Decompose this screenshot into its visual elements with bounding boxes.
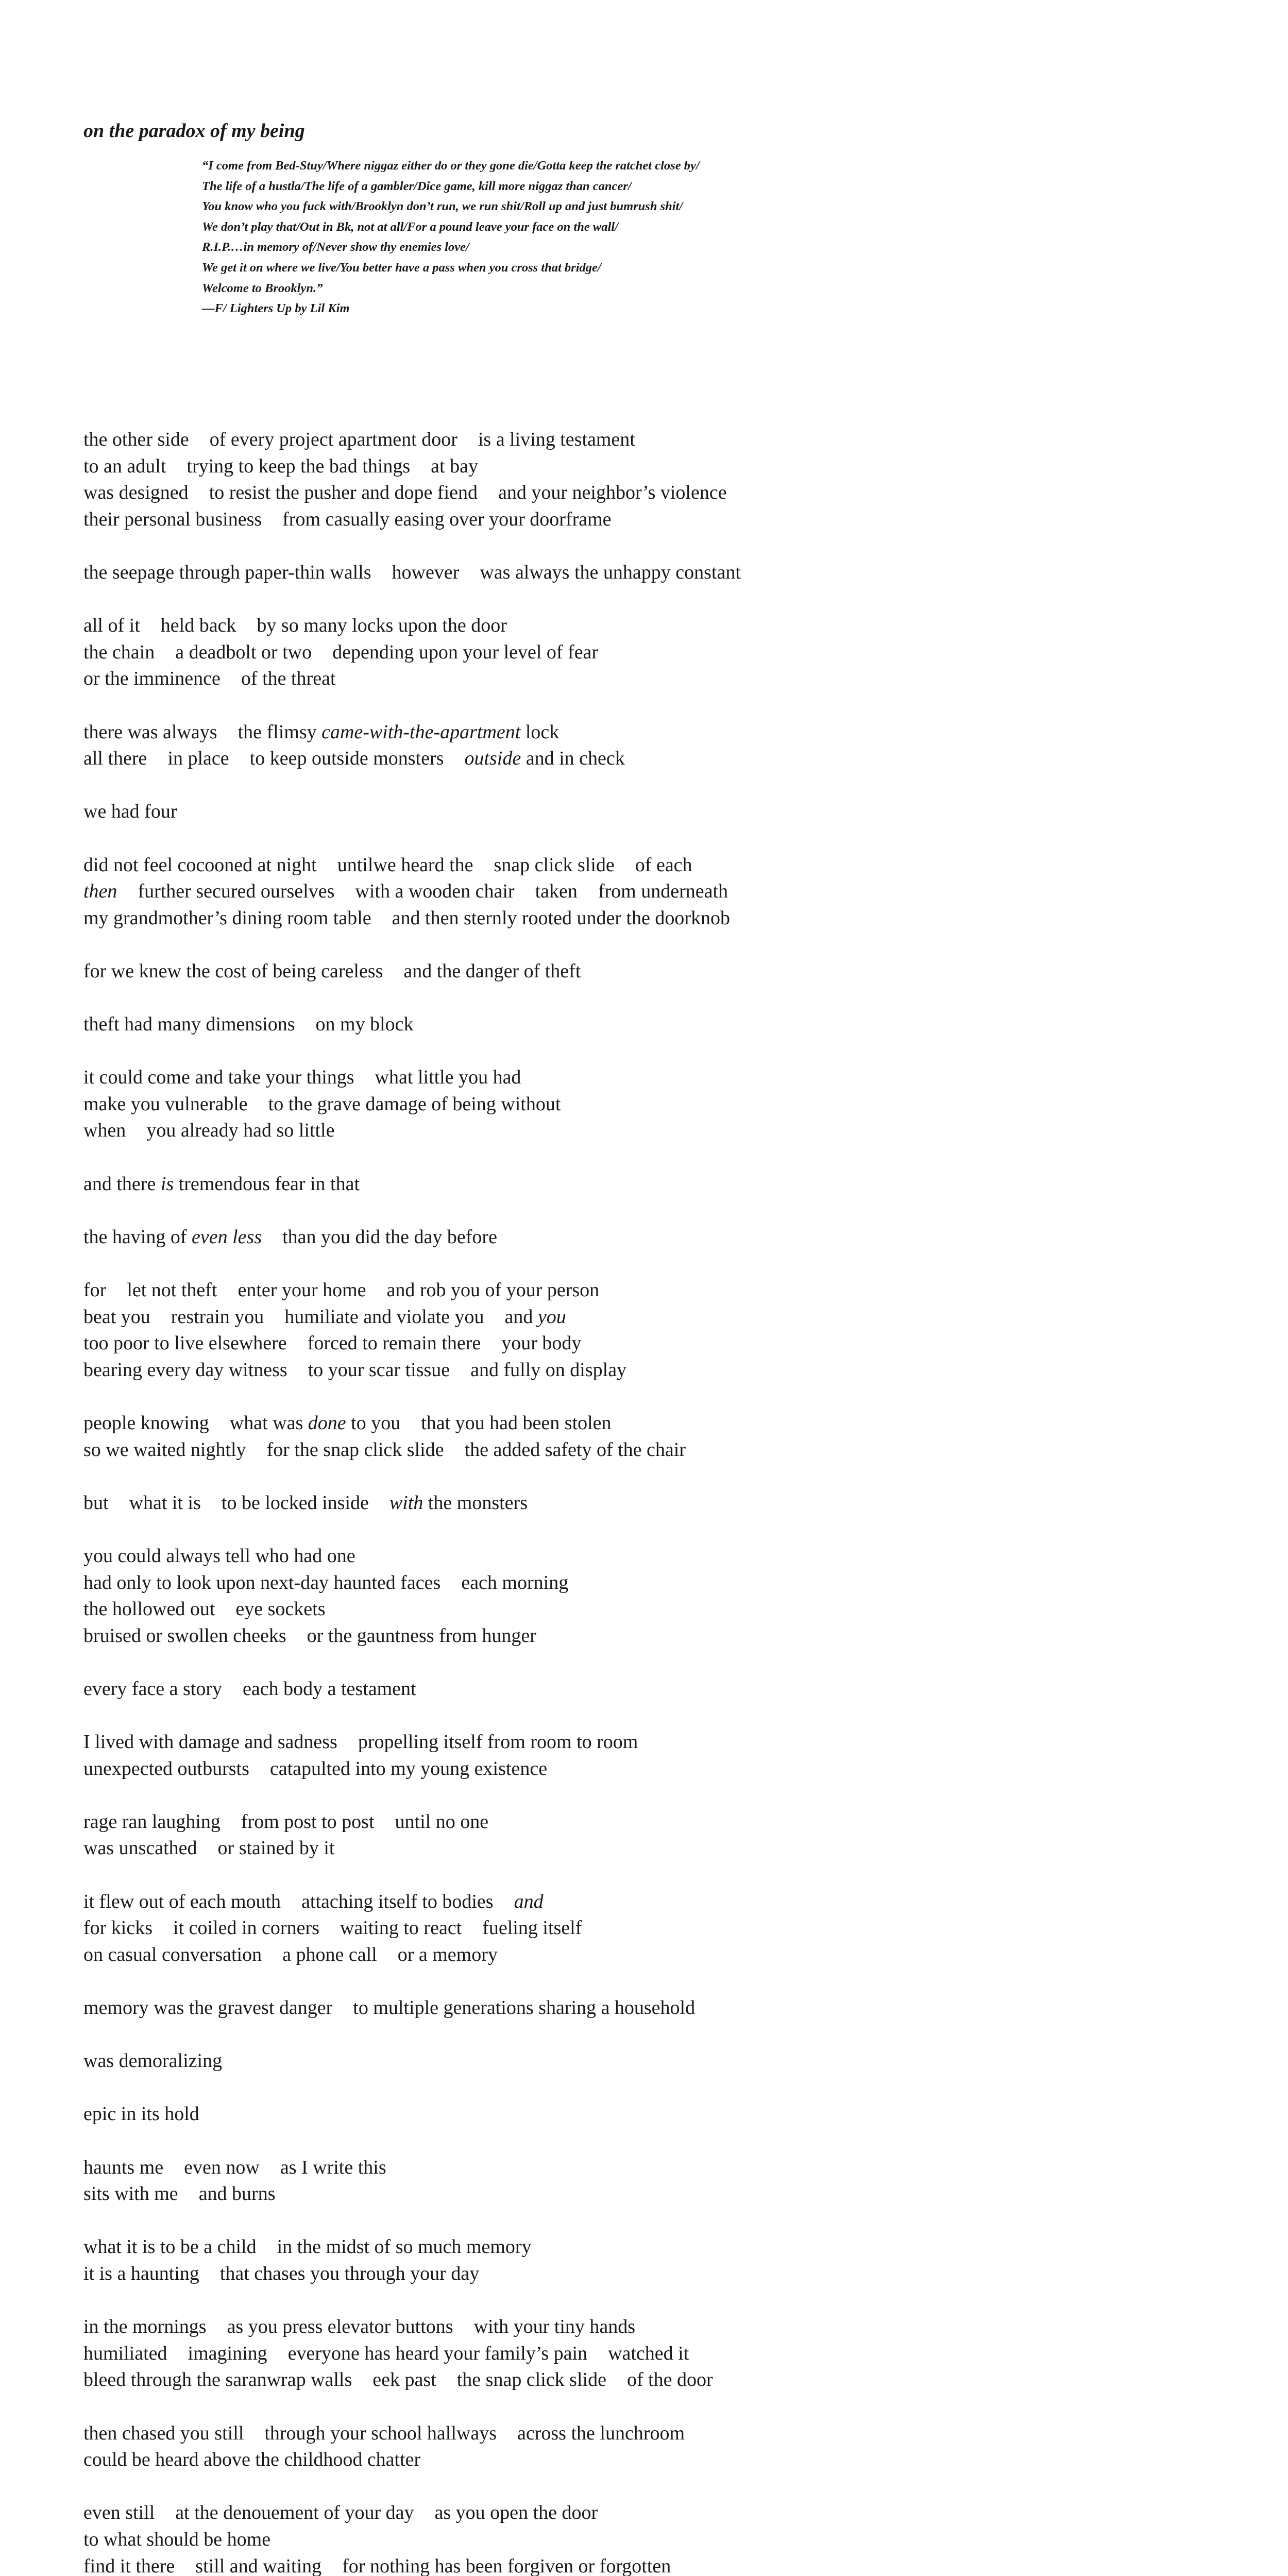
poem-text: too poor to live elsewhere [83,1332,287,1354]
emphasized-text: you [537,1306,566,1328]
poem-text: held back [160,615,236,637]
poem-text: for [83,1279,107,1301]
stanza [83,1277,790,1383]
poem-text: until no one [395,1810,489,1833]
poem-text: as you press elevator buttons [227,2316,453,2338]
epigraph-line: —F/ Lighters Up by Lil Kim [202,301,350,316]
poem-line [83,427,790,453]
poem-text: for kicks [83,1917,153,1939]
poem-line [83,480,790,506]
poem-text: the chain [83,641,155,663]
poem-line [83,719,790,746]
poem-text: is a living testament [478,429,635,450]
poem-text: haunts me [83,2156,164,2178]
poem-text: in the midst of so much memory [277,2236,532,2258]
poem-text: was always the unhappy constant [480,561,741,583]
stanza [83,2314,790,2394]
poem-text: every face a story [83,1677,223,1700]
poem-line [83,745,790,772]
poem-line [83,1915,790,1942]
poem-line [83,2261,790,2287]
poem-text: unexpected outbursts [83,1757,249,1780]
epigraph-line: We don’t play that/Out in Bk, not at all/For a pound leave your face on the wall/ [202,219,618,234]
poem-text: theft had many dimensions [83,1013,295,1036]
poem-line [83,1277,790,1304]
poem-text: we heard the [373,854,473,876]
poem-text: fueling itself [482,1917,582,1939]
epigraph-line: Welcome to Brooklyn.” [202,281,323,295]
poem-text: a deadbolt or two [175,641,312,663]
stanza [83,1889,790,1969]
poem-text: bearing every day witness [83,1359,287,1381]
poem-text: to multiple generations sharing a household [353,1997,696,2019]
poem-text: bleed through the saranwrap walls [83,2369,352,2391]
poem-text: to you [346,1412,401,1434]
stanza [83,719,790,772]
poem-text: could be heard above the childhood chatter [83,2449,421,2471]
poem-text: for we knew the cost of being careless [83,960,383,982]
poem-text: and in check [521,748,625,770]
poem-text: or the imminence [83,668,221,690]
poem-text: that chases you through your day [219,2262,480,2284]
poem-text: you already had so little [146,1120,335,1142]
poem-text: it could come and take your things [83,1066,354,1089]
poem-line [83,1490,790,1517]
poem-line [83,958,790,985]
poem-text: with a wooden chair [355,880,515,903]
poem-text: through your school hallways [264,2422,497,2444]
poem-text: so we waited nightly [83,1438,246,1461]
poem-line [83,1117,790,1144]
poem-text: and rob you of your person [386,1279,600,1301]
poem-text: you could always tell who had one [83,1545,355,1567]
poem-text: what little you had [375,1066,521,1089]
poem-text: forced to remain there [307,1332,481,1354]
poem-text: imagining [188,2342,267,2364]
poem-line [83,2420,790,2447]
poem-text: let not theft [127,1279,217,1301]
stanza [83,1543,790,1649]
poem-text: sits with me [83,2183,178,2205]
stanza [83,1224,790,1251]
poem-line [83,1809,790,1836]
emphasized-text: with [389,1492,423,1514]
poem-text: then chased you still [83,2422,244,2444]
poem-text: what it is [129,1492,201,1514]
poem-text: each morning [461,1571,569,1594]
poem-line [83,1410,790,1437]
poem-text: all of it [83,615,140,637]
poem-text: it is a haunting [83,2262,199,2284]
poem-text: snap click slide [494,854,615,876]
emphasized-text: and [514,1890,544,1912]
poem-text: humiliated [83,2342,167,2364]
poem-text: the flimsy [238,721,322,743]
poem-line [83,1889,790,1916]
poem-text: what was [229,1412,308,1434]
poem-line [83,1357,790,1384]
stanza [83,799,790,825]
poem-text: we had four [83,801,177,823]
poem-line [83,1091,790,1118]
poem-text: further secured ourselves [138,880,335,903]
poem-line [83,799,790,825]
poem-text: depending upon your level of fear [332,641,599,663]
epigraph-line: R.I.P.…in memory of/Never show thy enemies love/ [202,240,469,255]
poem-text: and your neighbor’s violence [498,482,727,504]
poem-text: had only to look upon next-day haunted faces [83,1571,441,1594]
poem-text: eye sockets [235,1598,326,1620]
epigraph-line: We get it on where we live/You better have a pass when you cross that bridge/ [202,260,601,275]
poem-text: watched it [608,2342,689,2364]
stanza [83,1410,790,1463]
poem-text: eek past [372,2369,436,2391]
poem-line [83,2234,790,2261]
stanza [83,2500,790,2576]
epigraph-line: The life of a hustla/The life of a gambler/Dice game, kill more niggaz than cancer/ [202,179,632,193]
poem-text: in place [167,748,229,770]
poem-body [83,427,790,2576]
stanza [83,1011,790,1038]
poem-text: but [83,1492,109,1514]
emphasized-text: came-with-the-apartment [321,721,521,743]
poem-text: for the snap click slide [266,1438,444,1461]
poem-text: to an adult [83,455,166,477]
poem-text: your body [501,1332,582,1354]
poem-line [83,639,790,666]
poem-text: to what should be home [83,2528,271,2550]
stanza [83,1171,790,1198]
poem-text: and burns [198,2183,276,2205]
poem-text: by so many locks upon the door [257,615,507,637]
poem-text: or the gauntness from hunger [307,1624,536,1647]
poem-text: from underneath [598,880,728,903]
poem-text: make you vulnerable [83,1093,248,1115]
poem-text: to your scar tissue [308,1359,450,1381]
poem-line [83,1756,790,1783]
poem-text: that you had been stolen [421,1412,612,1434]
poem-text: from post to post [241,1810,375,1833]
poem-text: it flew out of each mouth [83,1890,281,1912]
poem-text: or a memory [397,1943,498,1965]
emphasized-text: even less [192,1226,262,1248]
poem-text: even now [184,2156,260,2178]
stanza [83,427,790,533]
poem-text: there was always [83,721,217,743]
poem-text: lock [520,721,560,743]
poem-text: of every project apartment door [209,429,457,450]
poem-text: their personal business [83,508,262,530]
poem-text: to be locked inside [221,1492,369,1514]
poem-text: as you open the door [434,2502,598,2524]
poem-text: from casually easing over your doorframe [282,508,612,530]
poem-text: rage ran laughing [83,1810,221,1833]
poem-text: to keep outside monsters [249,748,444,770]
poem-text: and the danger of theft [403,960,581,982]
poem-text: catapulted into my young existence [269,1757,548,1780]
stanza [83,2420,790,2473]
poem-text: tremendous fear in that [174,1173,360,1195]
poem-text: with your tiny hands [473,2316,636,2338]
poem-line [83,1596,790,1623]
poem-text: enter your home [238,1279,366,1301]
poem-text: of the door [626,2369,713,2391]
stanza [83,613,790,692]
poem-text: the hollowed out [83,1598,215,1620]
poem-line [83,1330,790,1357]
poem-line [83,1543,790,1570]
stanza [83,2101,790,2128]
stanza [83,1064,790,1144]
poem-text: when [83,1120,126,1142]
poem-text: across the lunchroom [517,2422,685,2444]
poem-text: at bay [431,455,478,477]
stanza [83,1809,790,1862]
poem-text: everyone has heard your family’s pain [287,2342,588,2364]
epigraph-line: “I come from Bed-Stuy/Where niggaz either do or they gone die/Gotta keep the ratchet close by/ [202,159,700,173]
poem-line [83,878,790,905]
poem-line [83,2500,790,2527]
poem-text: of the threat [241,668,336,690]
poem-line [83,1011,790,1038]
poem-text: bruised or swollen cheeks [83,1624,286,1647]
poem-text: and [504,1306,538,1328]
epigraph [202,156,700,319]
stanza [83,1729,790,1782]
poem-text: all there [83,748,147,770]
poem-text: epic in its hold [83,2103,199,2125]
poem-text: trying to keep the bad things [187,455,411,477]
stanza [83,2234,790,2287]
poem-text: the having of [83,1226,192,1248]
stanza [83,1490,790,1517]
poem-line [83,2101,790,2128]
poem-text: as I write this [280,2156,386,2178]
poem-text: even still [83,2502,155,2524]
poem-line [83,852,790,879]
stanza [83,560,790,586]
poem-text: the monsters [423,1492,528,1514]
poem-text: was unscathed [83,1837,197,1859]
poem-line [83,2048,790,2075]
poem-text: each body a testament [243,1677,416,1700]
epigraph-line: You know who you fuck with/Brooklyn don’t run, we run shit/Roll up and just bumrush shit/ [202,199,683,214]
poem-text: the other side [83,429,189,450]
poem-line [83,1224,790,1251]
poem-text: the added safety of the chair [464,1438,686,1461]
poem-line [83,2341,790,2367]
poem-text: my grandmother’s dining room table [83,907,371,929]
poem-text: memory was the gravest danger [83,1997,333,2019]
poem-line [83,560,790,586]
poem-text: and fully on display [470,1359,627,1381]
poem-text: propelling itself from room to room [358,1731,638,1753]
poem-title: on the paradox of my being [83,120,305,142]
poem-text: was designed [83,482,189,504]
poem-text: the snap click slide [456,2369,606,2391]
poem-line [83,2447,790,2473]
stanza [83,852,790,932]
emphasized-text: outside [464,748,521,770]
poem-text: to resist the pusher and dope fiend [209,482,478,504]
poem-text: I lived with damage and sadness [83,1731,337,1753]
poem-line [83,1437,790,1464]
poem-text: until [337,854,374,876]
poem-text: the seepage through paper-thin walls [83,561,371,583]
poem-text: waiting to react [340,1917,462,1939]
emphasized-text: done [308,1412,346,1434]
poem-text: at the denouement of your day [175,2502,414,2524]
poem-line [83,1942,790,1969]
stanza [83,958,790,985]
poem-text: however [392,561,460,583]
stanza [83,2048,790,2075]
poem-line [83,1304,790,1331]
poem-line [83,2155,790,2181]
emphasized-text: then [83,880,117,903]
poem-line [83,2181,790,2208]
poem-text: beat you [83,1306,150,1328]
poem-text: to the grave damage of being without [268,1093,561,1115]
poem-text: taken [535,880,578,903]
poem-text: in the mornings [83,2316,207,2338]
poem-line [83,2314,790,2341]
poem-text: was demoralizing [83,2050,223,2072]
poem-line [83,2367,790,2394]
poem-text: than you did the day before [282,1226,497,1248]
poem-text: restrain you [171,1306,264,1328]
poem-line [83,506,790,533]
poem-text: did not feel cocooned at night [83,854,317,876]
poem-text: still and waiting [195,2555,322,2576]
poem-line [83,1171,790,1198]
poem-line [83,1729,790,1756]
stanza [83,1676,790,1703]
poem-text: humiliate and violate you [284,1306,484,1328]
poem-text: it coiled in corners [173,1917,319,1939]
poem-text: and there [83,1173,161,1195]
poem-text: what it is to be a child [83,2236,257,2258]
poem-line [83,1064,790,1091]
poem-line [83,453,790,480]
poem-text: of each [635,854,692,876]
poem-text: people knowing [83,1412,209,1434]
poem-line [83,1570,790,1597]
poem-line [83,1623,790,1650]
poem-text: and then sternly rooted under the doorknob [392,907,731,929]
poem-text: or stained by it [217,1837,335,1859]
poem-text: a phone call [282,1943,377,1965]
poem-line [83,613,790,639]
poem-text: on casual conversation [83,1943,262,1965]
poem-text: find it there [83,2555,175,2576]
poem-line [83,2527,790,2553]
poem-line [83,1835,790,1862]
poem-text: for nothing has been forgiven or forgotten [342,2555,671,2576]
poem-line [83,2553,790,2576]
stanza [83,1995,790,2022]
poem-line [83,1995,790,2022]
stanza [83,2155,790,2208]
poem-line [83,666,790,692]
poem-line [83,1676,790,1703]
poem-text: on my block [315,1013,414,1036]
poem-line [83,905,790,932]
emphasized-text: is [160,1173,174,1195]
poem-text: attaching itself to bodies [301,1890,494,1912]
